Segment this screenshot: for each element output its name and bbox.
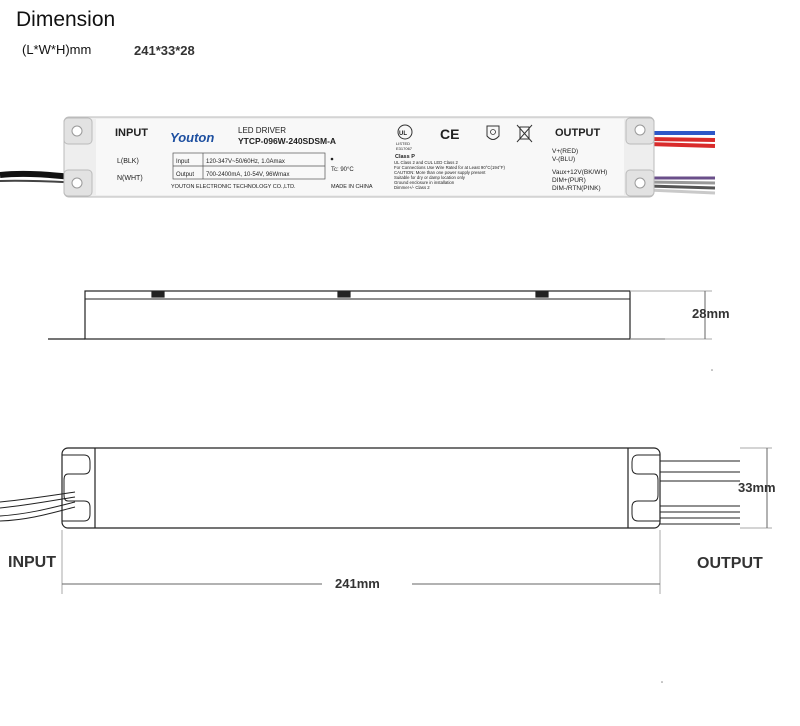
input-wire-n: N(WHT): [117, 175, 143, 182]
side-view-tab-2: [338, 292, 350, 297]
spec-output-value: 700-2400mA, 10-54V, 96Wmax: [206, 172, 290, 178]
height-dimension-label: 28mm: [692, 306, 730, 321]
model-number: YTCP-096W-240SDSM-A: [238, 136, 337, 146]
side-view-tab-1: [152, 292, 164, 297]
mount-hole-left-bottom: [72, 178, 82, 188]
note-line: UL Class 2 and CUL LED Class 2: [394, 160, 458, 165]
note-line: Ground enclosure in installation: [394, 180, 455, 185]
output-wire-red-2: [648, 144, 715, 146]
label-input-title: INPUT: [115, 127, 148, 139]
spec-input-value: 120-347V~50/60Hz, 1.0Amax: [206, 159, 285, 165]
label-output-title: OUTPUT: [555, 127, 601, 139]
note-line: Dimmer+/- Class 2: [394, 185, 430, 190]
spec-input-label: Input: [176, 159, 190, 165]
right-end-cap: [632, 455, 660, 521]
left-end-cap: [62, 455, 90, 521]
page-title: Dimension: [16, 8, 116, 31]
mount-hole-right-bottom: [635, 178, 645, 188]
ul-listed-text: LISTED: [396, 141, 411, 146]
output-side-label: OUTPUT: [697, 555, 763, 572]
svg-text:UL: UL: [399, 131, 407, 137]
dimension-label: (L*W*H)mm: [22, 42, 92, 57]
output-wire-label: DIM+(PUR): [552, 177, 586, 184]
output-wire-white: [648, 190, 715, 193]
spec-output-label: Output: [176, 172, 195, 178]
brand-logo: Youton: [170, 130, 215, 145]
company-name: YOUTON ELECTRONIC TECHNOLOGY CO.,LTD.: [171, 184, 296, 190]
output-wire-label: V+(RED): [552, 148, 579, 155]
ul-code: E317067: [396, 146, 413, 151]
tc-point-icon: [331, 158, 334, 161]
output-wire-label: V-(BLU): [552, 156, 576, 163]
ce-mark-icon: CE: [440, 126, 460, 142]
output-wire-red: [648, 139, 715, 140]
top-view-body: [62, 448, 660, 528]
output-wire-label: Vaux+12V(BK/WH): [552, 169, 608, 176]
mount-hole-left-top: [72, 126, 82, 136]
note-line: CAUTION: More than one power supply present: [394, 170, 486, 175]
tc-rating: Tc: 90°C: [331, 167, 354, 173]
side-view-tab-3: [536, 292, 548, 297]
dimension-value: 241*33*28: [134, 43, 195, 58]
top-view-drawing: [0, 448, 772, 594]
mount-hole-right-top: [635, 125, 645, 135]
note-line: For Connections Use Wire Rated for at Least 90°C(194°F): [394, 165, 505, 170]
driver-photo: [0, 117, 715, 197]
width-dimension-label: 33mm: [738, 480, 776, 495]
input-wire-l: L(BLK): [117, 158, 139, 165]
side-view-body: [85, 291, 630, 339]
class-rating: Class P: [395, 154, 415, 160]
input-side-label: INPUT: [8, 554, 56, 571]
output-wire-dark: [648, 186, 715, 188]
output-wire-grey: [648, 182, 715, 183]
side-view-drawing: [48, 291, 712, 339]
output-wire-label: DIM-/RTN(PINK): [552, 185, 601, 192]
product-type: LED DRIVER: [238, 126, 287, 135]
length-dimension-label: 241mm: [335, 576, 380, 591]
note-line: Suitable for dry or damp location only: [394, 175, 465, 180]
made-in: MADE IN CHINA: [331, 184, 373, 190]
